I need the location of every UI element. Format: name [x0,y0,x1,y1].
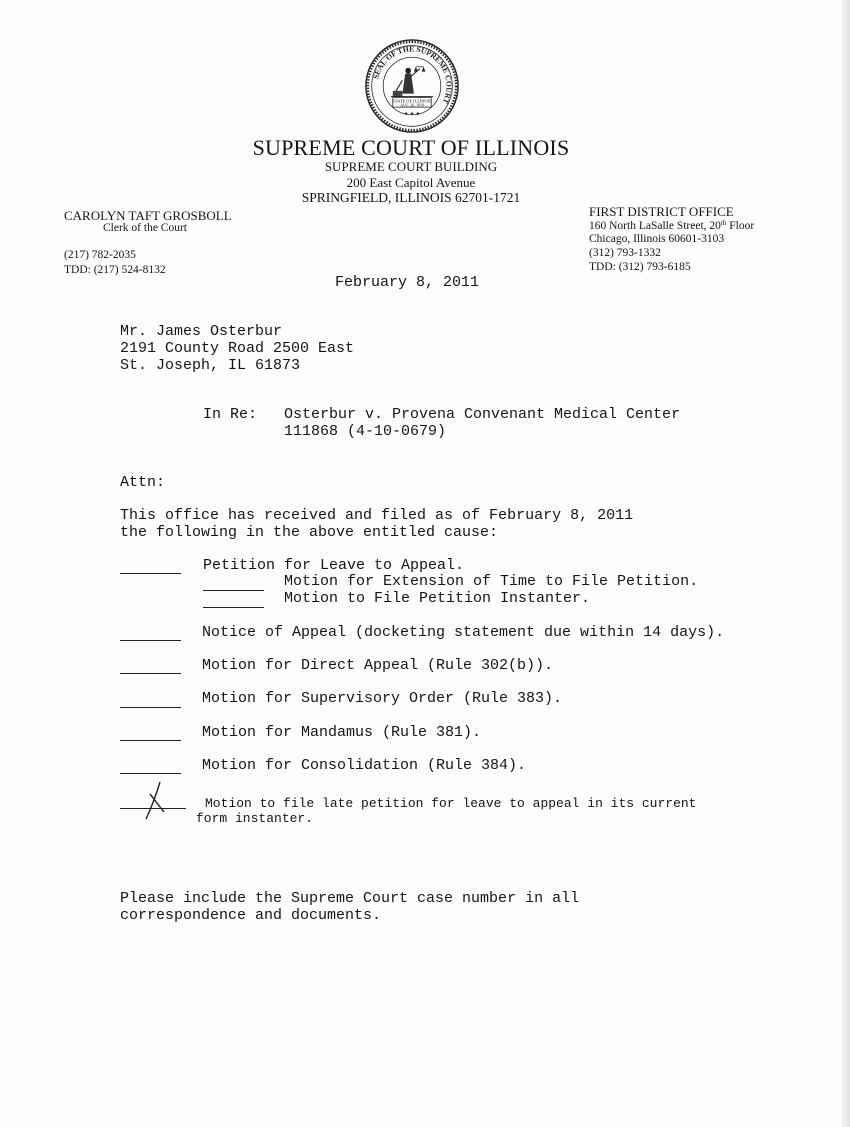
court-street: 200 East Capitol Avenue [346,175,476,190]
first-district-tdd: TDD: (312) 793-6185 [589,261,691,273]
scan-edge-shadow [841,0,850,1127]
item-motion-instanter: Motion to File Petition Instanter. [284,590,591,607]
footer-line-1: Please include the Supreme Court case number in all [120,890,580,907]
item-blank-line [120,740,181,741]
intro-line-1: This office has received and filed as of February 8, 2011 [120,507,634,524]
in-re-label: In Re: [203,406,258,423]
item-motion-extension: Motion for Extension of Time to File Petition. [284,573,699,590]
case-title: Osterbur v. Provena Convenant Medical Center [284,406,681,423]
svg-text:★ ★ ★: ★ ★ ★ [404,111,420,117]
attn-label: Attn: [120,474,166,491]
intro-line-2: the following in the above entitled cause: [120,524,499,541]
item-blank-line [203,590,264,591]
item-blank-line [120,673,181,674]
item-direct-appeal: Motion for Direct Appeal (Rule 302(b)). [202,657,554,674]
clerk-tdd: TDD: (217) 524-8132 [64,264,166,276]
seal-ring-text: SEAL OF THE SUPREME COURT [371,44,454,106]
case-number: 111868 (4-10-0679) [284,423,447,440]
recipient-street: 2191 County Road 2500 East [120,340,355,357]
first-district-street [589,219,754,232]
letter-date: February 8, 2011 [335,274,480,291]
item-blank-line [120,707,181,708]
item-late-petition-line-2: form instanter. [196,811,314,826]
clerk-name: CAROLYN TAFT GROSBOLL [64,208,232,223]
first-district-street-sup: th [720,219,727,227]
handwritten-check-mark-icon [142,780,172,822]
first-district-title: FIRST DISTRICT OFFICE [589,204,734,219]
supreme-court-seal-icon [364,38,460,134]
first-district-street-prefix: 160 North LaSalle Street, 20 [589,220,721,232]
item-blank-line [203,607,264,608]
item-notice-of-appeal: Notice of Appeal (docketing statement due within 14 days). [202,624,725,641]
item-blank-line [120,573,181,574]
item-late-petition-line-1: Motion to file late petition for leave to appeal in its current [205,796,697,811]
seal-date-text: AUG. 26, 1818 [400,103,424,108]
item-blank-line [120,773,181,774]
item-petition-leave: Petition for Leave to Appeal. [203,557,465,574]
first-district-street-suffix: Floor [726,220,755,232]
first-district-city: Chicago, Illinois 60601-3103 [589,233,725,245]
item-supervisory-order: Motion for Supervisory Order (Rule 383). [202,690,563,707]
recipient-name: Mr. James Osterbur [120,323,283,340]
item-consolidation: Motion for Consolidation (Rule 384). [202,757,527,774]
recipient-city: St. Joseph, IL 61873 [120,357,301,374]
court-building: SUPREME COURT BUILDING [324,159,498,174]
first-district-phone: (312) 793-1332 [589,247,661,259]
court-name: SUPREME COURT OF ILLINOIS [252,135,570,160]
clerk-title: Clerk of the Court [103,222,187,234]
seal-state-text: STATE OF ILLINOIS [392,98,432,104]
item-mandamus: Motion for Mandamus (Rule 381). [202,724,482,741]
item-blank-line [120,640,181,641]
clerk-phone: (217) 782-2035 [64,249,136,261]
footer-line-2: correspondence and documents. [120,907,382,924]
court-city: SPRINGFIELD, ILLINOIS 62701-1721 [301,190,521,205]
